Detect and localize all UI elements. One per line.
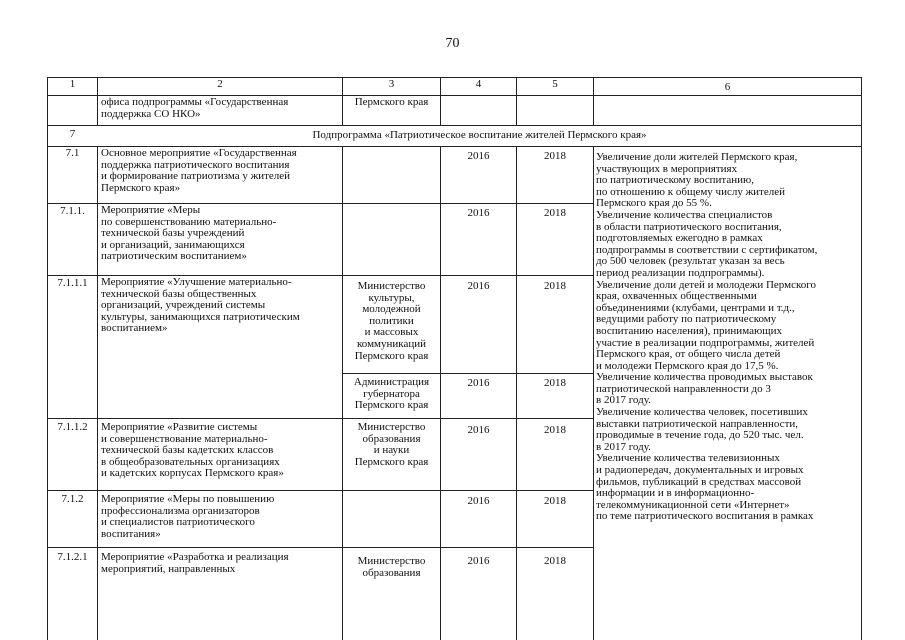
table-rule (47, 125, 862, 126)
table-rule (47, 490, 593, 491)
table-rule (861, 77, 862, 640)
end-year: 2018 (544, 425, 566, 436)
table-rule (47, 77, 862, 78)
start-year: 2016 (467, 425, 490, 436)
end-year: 2018 (544, 556, 566, 567)
responsible-executor: Пермского края (354, 97, 429, 108)
end-year: 2018 (544, 281, 566, 292)
end-year: 2018 (544, 496, 566, 507)
header-cell: 1 (69, 79, 76, 90)
table-rule (47, 146, 862, 147)
row-number: 7.1.1.2 (57, 422, 88, 433)
end-year: 2018 (544, 208, 566, 219)
start-year: 2016 (467, 151, 490, 162)
header-cell: 3 (388, 79, 395, 90)
row-number: 7 (69, 129, 76, 140)
event-name: Основное мероприятие «Государственная поддержка патриотического воспитания и формирование патриотизма у жителей Пермского края» (101, 148, 297, 194)
row-number: 7.1.1. (60, 206, 85, 217)
table-rule (47, 95, 862, 96)
start-year: 2016 (467, 556, 490, 567)
responsible-executor: Министерство культуры, молодежной политики и массовых коммуникаций Пермского края (354, 281, 429, 362)
table-rule (47, 203, 593, 204)
end-year: 2018 (544, 378, 566, 389)
header-cell: 4 (475, 79, 482, 90)
event-name: офиса подпрограммы «Государственная поддержка СО НКО» (101, 97, 289, 120)
event-name: Мероприятие «Улучшение материально- технической базы общественных организаций, учреждений системы культуры, занимающихся патриотическим воспитанием» (101, 277, 300, 335)
row-number: 7.1.2.1 (57, 552, 88, 563)
expected-results: Увеличение доли жителей Пермского края, участвующих в мероприятиях по патриотическому воспитанию, по отношению к общему числу жителей Пермского края до 55 %. Увеличение количества специалистов в области патриотического воспитания, подготовляемых ежегодно в рамках подпрограммы в соответствии с сертификатом, до 500 человек (результат указан за весь период реализации подпрограммы). Увеличение доли детей и молодежи Пермского края, охваченных общественными объединениями (клубами, центрами и т.д., ведущими работу по патриотическому воспитанию населения), принимающих участие в реализации подпрограммы, жителей Пермского края, от общего числа детей и молодежи Пермского края до 17,5 %. Увеличение количества проводимых выставок патриотической направленности до 3 в 2017 году. Увеличение количества человек, посетивших выставки патриотической направленности, проводимые в течение года, до 520 тыс. чел. в 2017 году. Увеличение количества телевизионных и радиопередач, документальных и игровых фильмов, публикаций в средствах массовой информации и в информационно- телекоммуникационной сети «Интернет» по теме патриотического воспитания в рамках (596, 152, 818, 523)
page-number: 70 (445, 36, 460, 51)
table-rule (97, 146, 98, 640)
header-cell: 6 (724, 82, 731, 93)
responsible-executor: Министерство образования (357, 556, 426, 579)
event-name: Мероприятие «Меры по совершенствованию материально- технической базы учреждений и организаций, занимающихся патриотическим воспитанием» (101, 205, 277, 263)
start-year: 2016 (467, 281, 490, 292)
subprogram-title: Подпрограмма «Патриотическое воспитание жителей Пермского края» (312, 130, 647, 141)
table-rule (47, 418, 593, 419)
table-rule (47, 275, 593, 276)
event-name: Мероприятие «Разработка и реализация мероприятий, направленных (101, 552, 289, 575)
row-number: 7.1.2 (61, 494, 84, 505)
start-year: 2016 (467, 378, 490, 389)
header-cell: 2 (217, 79, 223, 90)
responsible-executor: Министерство образования и науки Пермского края (354, 422, 429, 468)
event-name: Мероприятие «Развитие системы и совершенствование материально- технической базы кадетских классов в общеобразовательных организациях и кадетских корпусах Пермского края» (101, 422, 284, 480)
row-number: 7.1.1.1 (57, 278, 88, 289)
table-rule (593, 146, 594, 640)
responsible-executor: Администрация губернатора Пермского края (353, 377, 430, 412)
start-year: 2016 (467, 496, 490, 507)
end-year: 2018 (544, 151, 566, 162)
row-number: 7.1 (65, 148, 80, 159)
start-year: 2016 (467, 208, 490, 219)
event-name: Мероприятие «Меры по повышению профессионализма организаторов и специалистов патриотического воспитания» (101, 494, 275, 540)
table-rule (47, 547, 593, 548)
header-cell: 5 (552, 79, 558, 90)
table-rule (342, 373, 593, 374)
